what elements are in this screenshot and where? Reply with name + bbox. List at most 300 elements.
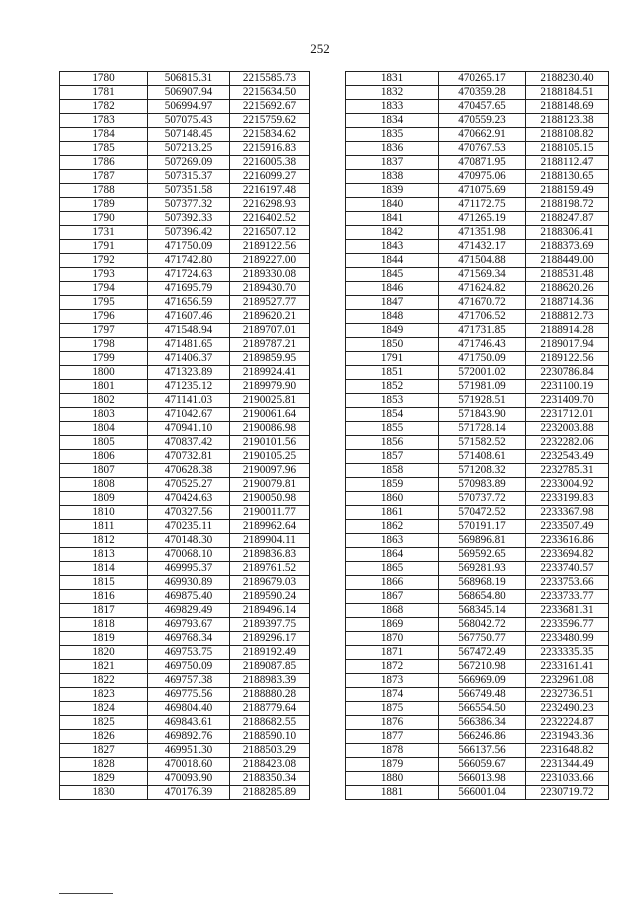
x-coordinate-cell: 566749.48	[439, 688, 526, 702]
point-number-cell: 1834	[346, 114, 439, 128]
y-coordinate-cell: 2189679.03	[230, 576, 310, 590]
point-number-cell: 1847	[346, 296, 439, 310]
point-number-cell: 1817	[60, 604, 148, 618]
point-number-cell: 1794	[60, 282, 148, 296]
point-number-cell: 1871	[346, 646, 439, 660]
table-row	[60, 114, 310, 128]
y-coordinate-cell: 2190086.98	[230, 422, 310, 436]
y-coordinate-cell: 2215834.62	[230, 128, 310, 142]
y-coordinate-cell: 2188230.40	[526, 72, 609, 86]
x-coordinate-cell: 470525.27	[148, 478, 230, 492]
point-number-cell: 1829	[60, 772, 148, 786]
point-number-cell: 1864	[346, 548, 439, 562]
point-number-cell: 1830	[60, 786, 148, 800]
y-coordinate-cell: 2189962.64	[230, 520, 310, 534]
x-coordinate-cell: 470457.65	[439, 100, 526, 114]
table-row	[60, 408, 310, 422]
table-row	[346, 338, 609, 352]
point-number-cell: 1861	[346, 506, 439, 520]
point-number-cell: 1812	[60, 534, 148, 548]
y-coordinate-cell: 2216005.38	[230, 156, 310, 170]
point-number-cell: 1827	[60, 744, 148, 758]
table-row	[346, 576, 609, 590]
point-number-cell: 1849	[346, 324, 439, 338]
table-row	[346, 282, 609, 296]
x-coordinate-cell: 471406.37	[148, 352, 230, 366]
y-coordinate-cell: 2233740.57	[526, 562, 609, 576]
x-coordinate-cell: 506994.97	[148, 100, 230, 114]
table-row	[60, 506, 310, 520]
table-row	[60, 688, 310, 702]
table-row	[346, 562, 609, 576]
x-coordinate-cell: 469892.76	[148, 730, 230, 744]
x-coordinate-cell: 469951.30	[148, 744, 230, 758]
table-row	[60, 464, 310, 478]
x-coordinate-cell: 471548.94	[148, 324, 230, 338]
y-coordinate-cell: 2189527.77	[230, 296, 310, 310]
y-coordinate-cell: 2189590.24	[230, 590, 310, 604]
y-coordinate-cell: 2188914.28	[526, 324, 609, 338]
table-row	[346, 492, 609, 506]
x-coordinate-cell: 471742.80	[148, 254, 230, 268]
point-number-cell: 1787	[60, 170, 148, 184]
table-row	[60, 562, 310, 576]
table-row	[346, 772, 609, 786]
x-coordinate-cell: 470837.42	[148, 436, 230, 450]
y-coordinate-cell: 2232736.51	[526, 688, 609, 702]
y-coordinate-cell: 2233681.31	[526, 604, 609, 618]
x-coordinate-cell: 469753.75	[148, 646, 230, 660]
x-coordinate-cell: 470068.10	[148, 548, 230, 562]
y-coordinate-cell: 2188108.82	[526, 128, 609, 142]
table-row	[346, 534, 609, 548]
point-number-cell: 1822	[60, 674, 148, 688]
table-row	[60, 282, 310, 296]
x-coordinate-cell: 471172.75	[439, 198, 526, 212]
point-number-cell: 1797	[60, 324, 148, 338]
x-coordinate-cell: 570983.89	[439, 478, 526, 492]
table-row	[346, 366, 609, 380]
y-coordinate-cell: 2189836.83	[230, 548, 310, 562]
point-number-cell: 1845	[346, 268, 439, 282]
table-row	[346, 240, 609, 254]
table-row	[346, 268, 609, 282]
table-row	[346, 786, 609, 800]
point-number-cell: 1855	[346, 422, 439, 436]
table-row	[60, 86, 310, 100]
table-row	[346, 548, 609, 562]
y-coordinate-cell: 2188531.48	[526, 268, 609, 282]
table-row	[346, 618, 609, 632]
table-row	[346, 254, 609, 268]
point-number-cell: 1805	[60, 436, 148, 450]
y-coordinate-cell: 2189496.14	[230, 604, 310, 618]
point-number-cell: 1783	[60, 114, 148, 128]
x-coordinate-cell: 471569.34	[439, 268, 526, 282]
point-number-cell: 1821	[60, 660, 148, 674]
x-coordinate-cell: 571728.14	[439, 422, 526, 436]
table-row	[60, 450, 310, 464]
x-coordinate-cell: 507315.37	[148, 170, 230, 184]
x-coordinate-cell: 506907.94	[148, 86, 230, 100]
table-row	[60, 100, 310, 114]
point-number-cell: 1865	[346, 562, 439, 576]
y-coordinate-cell: 2189227.00	[230, 254, 310, 268]
table-row	[346, 674, 609, 688]
y-coordinate-cell: 2233733.77	[526, 590, 609, 604]
table-row	[346, 408, 609, 422]
point-number-cell: 1857	[346, 450, 439, 464]
point-number-cell: 1846	[346, 282, 439, 296]
y-coordinate-cell: 2188184.51	[526, 86, 609, 100]
y-coordinate-cell: 2232490.23	[526, 702, 609, 716]
table-row	[346, 422, 609, 436]
y-coordinate-cell: 2190050.98	[230, 492, 310, 506]
point-number-cell: 1868	[346, 604, 439, 618]
y-coordinate-cell: 2232785.31	[526, 464, 609, 478]
x-coordinate-cell: 471504.88	[439, 254, 526, 268]
point-number-cell: 1802	[60, 394, 148, 408]
point-number-cell: 1878	[346, 744, 439, 758]
point-number-cell: 1784	[60, 128, 148, 142]
x-coordinate-cell: 471351.98	[439, 226, 526, 240]
x-coordinate-cell: 570472.52	[439, 506, 526, 520]
y-coordinate-cell: 2188373.69	[526, 240, 609, 254]
y-coordinate-cell: 2215916.83	[230, 142, 310, 156]
y-coordinate-cell: 2233161.41	[526, 660, 609, 674]
point-number-cell: 1824	[60, 702, 148, 716]
y-coordinate-cell: 2233616.86	[526, 534, 609, 548]
point-number-cell: 1792	[60, 254, 148, 268]
point-number-cell: 1791	[60, 240, 148, 254]
x-coordinate-cell: 571981.09	[439, 380, 526, 394]
point-number-cell: 1853	[346, 394, 439, 408]
y-coordinate-cell: 2188714.36	[526, 296, 609, 310]
table-row	[346, 310, 609, 324]
x-coordinate-cell: 470975.06	[439, 170, 526, 184]
y-coordinate-cell: 2188105.15	[526, 142, 609, 156]
y-coordinate-cell: 2189787.21	[230, 338, 310, 352]
point-number-cell: 1863	[346, 534, 439, 548]
x-coordinate-cell: 507075.43	[148, 114, 230, 128]
x-coordinate-cell: 572001.02	[439, 366, 526, 380]
point-number-cell: 1786	[60, 156, 148, 170]
y-coordinate-cell: 2189707.01	[230, 324, 310, 338]
point-number-cell: 1852	[346, 380, 439, 394]
y-coordinate-cell: 2190101.56	[230, 436, 310, 450]
x-coordinate-cell: 566969.09	[439, 674, 526, 688]
table-row	[346, 184, 609, 198]
table-row	[60, 254, 310, 268]
point-number-cell: 1880	[346, 772, 439, 786]
table-row	[346, 156, 609, 170]
table-row	[346, 590, 609, 604]
table-row	[346, 212, 609, 226]
point-number-cell: 1820	[60, 646, 148, 660]
point-number-cell: 1832	[346, 86, 439, 100]
y-coordinate-cell: 2216099.27	[230, 170, 310, 184]
table-row	[346, 464, 609, 478]
coordinates-table-left	[59, 71, 310, 800]
point-number-cell: 1859	[346, 478, 439, 492]
table-row	[60, 660, 310, 674]
y-coordinate-cell: 2188123.38	[526, 114, 609, 128]
y-coordinate-cell: 2190097.96	[230, 464, 310, 478]
y-coordinate-cell: 2231100.19	[526, 380, 609, 394]
table-row	[60, 366, 310, 380]
point-number-cell: 1835	[346, 128, 439, 142]
table-row	[60, 212, 310, 226]
x-coordinate-cell: 470559.23	[439, 114, 526, 128]
table-row	[60, 142, 310, 156]
point-number-cell: 1789	[60, 198, 148, 212]
table-row	[60, 310, 310, 324]
y-coordinate-cell: 2190105.25	[230, 450, 310, 464]
point-number-cell: 1828	[60, 758, 148, 772]
y-coordinate-cell: 2232224.87	[526, 716, 609, 730]
point-number-cell: 1731	[60, 226, 148, 240]
x-coordinate-cell: 507392.33	[148, 212, 230, 226]
table-row	[60, 352, 310, 366]
table-row	[60, 730, 310, 744]
point-number-cell: 1856	[346, 436, 439, 450]
x-coordinate-cell: 566386.34	[439, 716, 526, 730]
table-row	[60, 240, 310, 254]
y-coordinate-cell: 2189397.75	[230, 618, 310, 632]
point-number-cell: 1819	[60, 632, 148, 646]
x-coordinate-cell: 470359.28	[439, 86, 526, 100]
table-row	[346, 394, 609, 408]
x-coordinate-cell: 471670.72	[439, 296, 526, 310]
y-coordinate-cell: 2230786.84	[526, 366, 609, 380]
x-coordinate-cell: 471141.03	[148, 394, 230, 408]
y-coordinate-cell: 2188285.89	[230, 786, 310, 800]
x-coordinate-cell: 470265.17	[439, 72, 526, 86]
x-coordinate-cell: 507213.25	[148, 142, 230, 156]
table-row	[346, 324, 609, 338]
x-coordinate-cell: 470235.11	[148, 520, 230, 534]
point-number-cell: 1873	[346, 674, 439, 688]
x-coordinate-cell: 570191.17	[439, 520, 526, 534]
table-row	[346, 128, 609, 142]
y-coordinate-cell: 2189087.85	[230, 660, 310, 674]
point-number-cell: 1785	[60, 142, 148, 156]
table-row	[346, 478, 609, 492]
y-coordinate-cell: 2188350.34	[230, 772, 310, 786]
point-number-cell: 1809	[60, 492, 148, 506]
x-coordinate-cell: 470871.95	[439, 156, 526, 170]
table-row	[346, 758, 609, 772]
table-row	[60, 72, 310, 86]
x-coordinate-cell: 566246.86	[439, 730, 526, 744]
y-coordinate-cell: 2233480.99	[526, 632, 609, 646]
table-row	[346, 702, 609, 716]
point-number-cell: 1781	[60, 86, 148, 100]
x-coordinate-cell: 471624.82	[439, 282, 526, 296]
y-coordinate-cell: 2189330.08	[230, 268, 310, 282]
point-number-cell: 1860	[346, 492, 439, 506]
table-row	[60, 422, 310, 436]
y-coordinate-cell: 2188620.26	[526, 282, 609, 296]
point-number-cell: 1848	[346, 310, 439, 324]
y-coordinate-cell: 2190061.64	[230, 408, 310, 422]
point-number-cell: 1808	[60, 478, 148, 492]
point-number-cell: 1780	[60, 72, 148, 86]
point-number-cell: 1804	[60, 422, 148, 436]
y-coordinate-cell: 2216507.12	[230, 226, 310, 240]
y-coordinate-cell: 2233335.35	[526, 646, 609, 660]
x-coordinate-cell: 567750.77	[439, 632, 526, 646]
x-coordinate-cell: 567210.98	[439, 660, 526, 674]
point-number-cell: 1798	[60, 338, 148, 352]
footer-rule	[59, 893, 113, 894]
x-coordinate-cell: 569281.93	[439, 562, 526, 576]
y-coordinate-cell: 2231648.82	[526, 744, 609, 758]
x-coordinate-cell: 566137.56	[439, 744, 526, 758]
table-row	[346, 352, 609, 366]
y-coordinate-cell: 2188159.49	[526, 184, 609, 198]
table-row	[60, 646, 310, 660]
point-number-cell: 1793	[60, 268, 148, 282]
table-row	[346, 86, 609, 100]
x-coordinate-cell: 568042.72	[439, 618, 526, 632]
x-coordinate-cell: 471724.63	[148, 268, 230, 282]
point-number-cell: 1826	[60, 730, 148, 744]
y-coordinate-cell: 2231943.36	[526, 730, 609, 744]
table-row	[60, 198, 310, 212]
y-coordinate-cell: 2189904.11	[230, 534, 310, 548]
table-row	[346, 604, 609, 618]
point-number-cell: 1840	[346, 198, 439, 212]
point-number-cell: 1811	[60, 520, 148, 534]
table-row	[346, 688, 609, 702]
table-row	[60, 632, 310, 646]
y-coordinate-cell: 2188198.72	[526, 198, 609, 212]
table-row	[60, 702, 310, 716]
y-coordinate-cell: 2215759.62	[230, 114, 310, 128]
table-row	[60, 478, 310, 492]
table-row	[60, 520, 310, 534]
point-number-cell: 1782	[60, 100, 148, 114]
y-coordinate-cell: 2231409.70	[526, 394, 609, 408]
y-coordinate-cell: 2216197.48	[230, 184, 310, 198]
table-row	[346, 72, 609, 86]
y-coordinate-cell: 2188247.87	[526, 212, 609, 226]
x-coordinate-cell: 471750.09	[148, 240, 230, 254]
y-coordinate-cell: 2233596.77	[526, 618, 609, 632]
table-row	[346, 436, 609, 450]
x-coordinate-cell: 469995.37	[148, 562, 230, 576]
x-coordinate-cell: 471706.52	[439, 310, 526, 324]
y-coordinate-cell: 2188130.65	[526, 170, 609, 184]
point-number-cell: 1858	[346, 464, 439, 478]
point-number-cell: 1800	[60, 366, 148, 380]
point-number-cell: 1837	[346, 156, 439, 170]
y-coordinate-cell: 2231344.49	[526, 758, 609, 772]
table-row	[346, 198, 609, 212]
x-coordinate-cell: 570737.72	[439, 492, 526, 506]
x-coordinate-cell: 470662.91	[439, 128, 526, 142]
table-row	[346, 646, 609, 660]
x-coordinate-cell: 568345.14	[439, 604, 526, 618]
x-coordinate-cell: 470018.60	[148, 758, 230, 772]
table-row	[60, 758, 310, 772]
table-row	[60, 590, 310, 604]
y-coordinate-cell: 2189192.49	[230, 646, 310, 660]
x-coordinate-cell: 470424.63	[148, 492, 230, 506]
y-coordinate-cell: 2232282.06	[526, 436, 609, 450]
x-coordinate-cell: 571843.90	[439, 408, 526, 422]
point-number-cell: 1874	[346, 688, 439, 702]
point-number-cell: 1838	[346, 170, 439, 184]
y-coordinate-cell: 2189620.21	[230, 310, 310, 324]
point-number-cell: 1879	[346, 758, 439, 772]
x-coordinate-cell: 566001.04	[439, 786, 526, 800]
y-coordinate-cell: 2188812.73	[526, 310, 609, 324]
x-coordinate-cell: 571928.51	[439, 394, 526, 408]
x-coordinate-cell: 571208.32	[439, 464, 526, 478]
table-row	[346, 142, 609, 156]
y-coordinate-cell: 2189761.52	[230, 562, 310, 576]
point-number-cell: 1815	[60, 576, 148, 590]
point-number-cell: 1810	[60, 506, 148, 520]
table-row	[346, 170, 609, 184]
point-number-cell: 1807	[60, 464, 148, 478]
point-number-cell: 1876	[346, 716, 439, 730]
y-coordinate-cell: 2232543.49	[526, 450, 609, 464]
table-row	[60, 548, 310, 562]
table-row	[346, 380, 609, 394]
table-row	[346, 226, 609, 240]
table-row	[60, 674, 310, 688]
x-coordinate-cell: 471695.79	[148, 282, 230, 296]
x-coordinate-cell: 471432.17	[439, 240, 526, 254]
page-number: 252	[310, 41, 330, 56]
point-number-cell: 1843	[346, 240, 439, 254]
y-coordinate-cell: 2189859.95	[230, 352, 310, 366]
x-coordinate-cell: 470941.10	[148, 422, 230, 436]
y-coordinate-cell: 2188112.47	[526, 156, 609, 170]
y-coordinate-cell: 2232003.88	[526, 422, 609, 436]
y-coordinate-cell: 2233753.66	[526, 576, 609, 590]
x-coordinate-cell: 470732.81	[148, 450, 230, 464]
table-row	[346, 296, 609, 310]
table-row	[60, 184, 310, 198]
y-coordinate-cell: 2190079.81	[230, 478, 310, 492]
y-coordinate-cell: 2188983.39	[230, 674, 310, 688]
x-coordinate-cell: 507269.09	[148, 156, 230, 170]
x-coordinate-cell: 507377.32	[148, 198, 230, 212]
y-coordinate-cell: 2188503.29	[230, 744, 310, 758]
x-coordinate-cell: 470148.30	[148, 534, 230, 548]
x-coordinate-cell: 471607.46	[148, 310, 230, 324]
point-number-cell: 1867	[346, 590, 439, 604]
table-row	[60, 786, 310, 800]
point-number-cell: 1877	[346, 730, 439, 744]
x-coordinate-cell: 566013.98	[439, 772, 526, 786]
point-number-cell: 1816	[60, 590, 148, 604]
point-number-cell: 1799	[60, 352, 148, 366]
point-number-cell: 1866	[346, 576, 439, 590]
table-row	[346, 114, 609, 128]
x-coordinate-cell: 470767.53	[439, 142, 526, 156]
y-coordinate-cell: 2190025.81	[230, 394, 310, 408]
x-coordinate-cell: 566059.67	[439, 758, 526, 772]
table-row	[346, 730, 609, 744]
table-row	[346, 450, 609, 464]
y-coordinate-cell: 2190011.77	[230, 506, 310, 520]
table-row	[60, 324, 310, 338]
